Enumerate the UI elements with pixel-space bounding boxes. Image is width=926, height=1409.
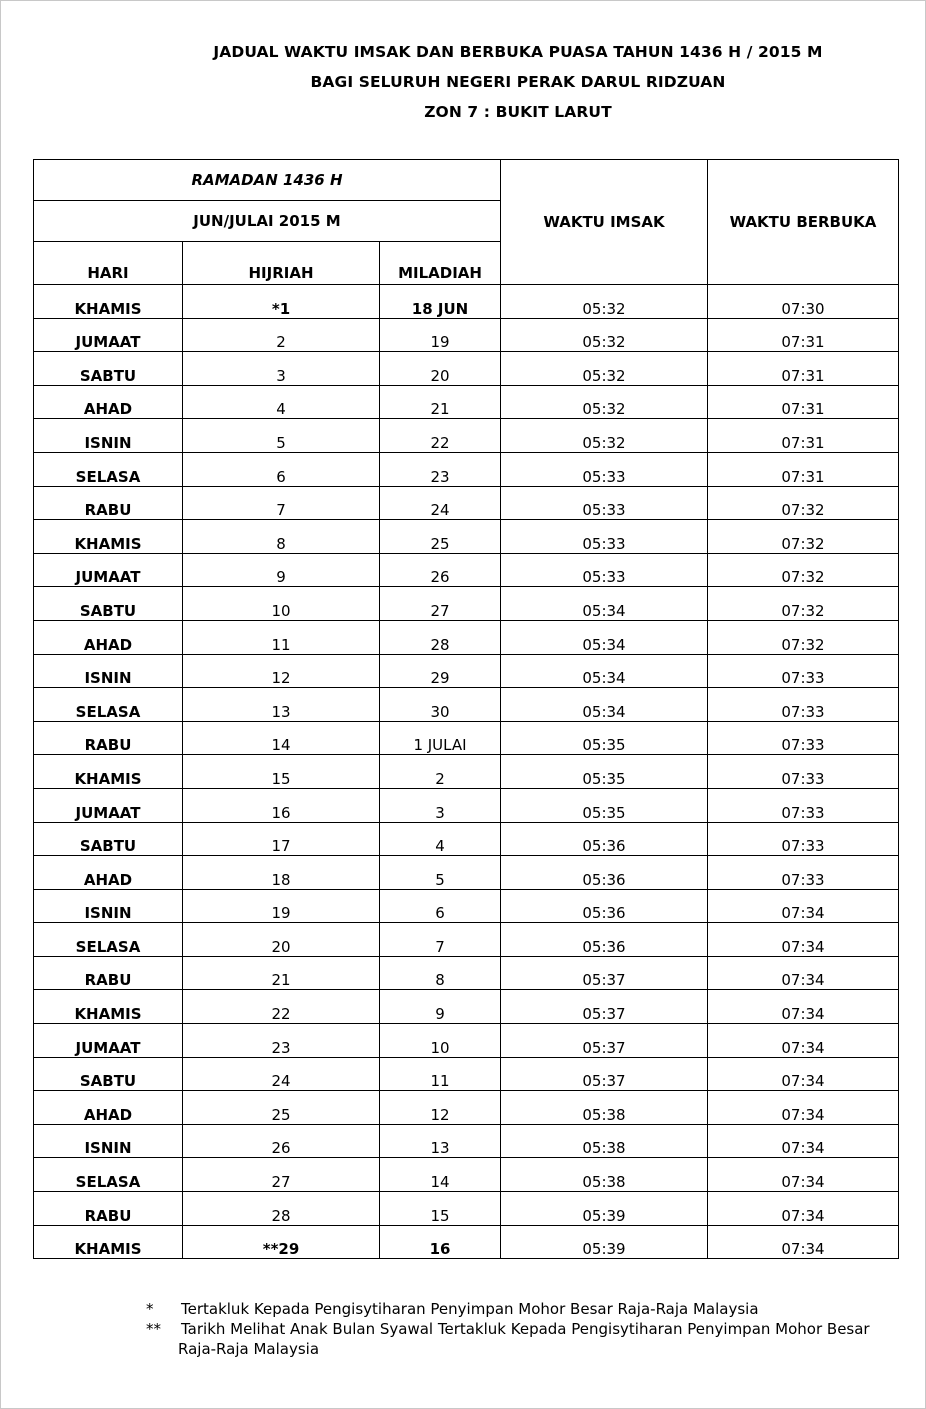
miladiah-cell: 22 bbox=[380, 419, 501, 453]
table-row bbox=[34, 1192, 899, 1226]
miladiah-cell: 5 bbox=[380, 856, 501, 890]
day-cell: KHAMIS bbox=[34, 1225, 183, 1259]
miladiah-cell: 3 bbox=[380, 788, 501, 822]
day-cell: JUMAAT bbox=[34, 788, 183, 822]
day-cell: SELASA bbox=[34, 923, 183, 957]
miladiah-cell: 29 bbox=[380, 654, 501, 688]
table-row bbox=[34, 755, 899, 789]
miladiah-cell: 11 bbox=[380, 1057, 501, 1091]
table-row bbox=[34, 620, 899, 654]
hijriah-cell: 27 bbox=[183, 1158, 380, 1192]
berbuka-cell: 07:33 bbox=[708, 822, 899, 856]
table-row bbox=[34, 1057, 899, 1091]
footnote-2 bbox=[136, 1319, 896, 1339]
miladiah-cell: 4 bbox=[380, 822, 501, 856]
miladiah-cell: 25 bbox=[380, 520, 501, 554]
imsak-cell: 05:32 bbox=[501, 419, 708, 453]
berbuka-cell: 07:33 bbox=[708, 688, 899, 722]
imsak-cell: 05:33 bbox=[501, 553, 708, 587]
table-row bbox=[34, 956, 899, 990]
table-row bbox=[34, 721, 899, 755]
table-row bbox=[34, 856, 899, 890]
table-row bbox=[34, 587, 899, 621]
miladiah-cell: 21 bbox=[380, 385, 501, 419]
table-row bbox=[34, 788, 899, 822]
hijriah-cell: 22 bbox=[183, 990, 380, 1024]
imsak-cell: 05:32 bbox=[501, 385, 708, 419]
miladiah-header: MILADIAH bbox=[380, 242, 501, 285]
hijriah-cell: 28 bbox=[183, 1192, 380, 1226]
table-row bbox=[34, 990, 899, 1024]
day-cell: SELASA bbox=[34, 1158, 183, 1192]
miladiah-cell: 27 bbox=[380, 587, 501, 621]
day-cell: AHAD bbox=[34, 385, 183, 419]
miladiah-cell: 28 bbox=[380, 620, 501, 654]
berbuka-cell: 07:34 bbox=[708, 1225, 899, 1259]
miladiah-cell: 7 bbox=[380, 923, 501, 957]
berbuka-cell: 07:31 bbox=[708, 352, 899, 386]
hijriah-cell: 5 bbox=[183, 419, 380, 453]
hijriah-cell: 10 bbox=[183, 587, 380, 621]
hijriah-cell: 14 bbox=[183, 721, 380, 755]
day-cell: SABTU bbox=[34, 1057, 183, 1091]
berbuka-cell: 07:32 bbox=[708, 553, 899, 587]
table-row bbox=[34, 352, 899, 386]
imsak-cell: 05:36 bbox=[501, 889, 708, 923]
imsak-cell: 05:32 bbox=[501, 352, 708, 386]
day-cell: AHAD bbox=[34, 1091, 183, 1125]
title-line-1: JADUAL WAKTU IMSAK DAN BERBUKA PUASA TAHUN 1436 H / 2015 M bbox=[213, 43, 823, 61]
footnote-1-text: Tertakluk Kepada Pengisytiharan Penyimpan Mohor Besar Raja-Raja Malaysia bbox=[181, 1300, 759, 1318]
table-row bbox=[34, 520, 899, 554]
day-cell: SELASA bbox=[34, 688, 183, 722]
day-cell: RABU bbox=[34, 721, 183, 755]
day-cell: SABTU bbox=[34, 352, 183, 386]
table-row bbox=[34, 385, 899, 419]
table-row bbox=[34, 923, 899, 957]
miladiah-cell: 20 bbox=[380, 352, 501, 386]
day-cell: ISNIN bbox=[34, 654, 183, 688]
imsak-cell: 05:32 bbox=[501, 285, 708, 319]
berbuka-cell: 07:32 bbox=[708, 620, 899, 654]
hijriah-cell: 9 bbox=[183, 553, 380, 587]
table-row bbox=[34, 889, 899, 923]
berbuka-cell: 07:34 bbox=[708, 1057, 899, 1091]
miladiah-cell: 8 bbox=[380, 956, 501, 990]
hijriah-header: HIJRIAH bbox=[183, 242, 380, 285]
imsak-cell: 05:37 bbox=[501, 956, 708, 990]
schedule-table bbox=[33, 159, 899, 1259]
footnote-1-mark: * bbox=[146, 1300, 154, 1318]
table-row bbox=[34, 318, 899, 352]
hijriah-cell: **29 bbox=[183, 1225, 380, 1259]
imsak-cell: 05:36 bbox=[501, 923, 708, 957]
hijriah-cell: 12 bbox=[183, 654, 380, 688]
footnote-2-text: Tarikh Melihat Anak Bulan Syawal Tertakluk Kepada Pengisytiharan Penyimpan Mohor Besar bbox=[181, 1320, 870, 1338]
imsak-cell: 05:38 bbox=[501, 1091, 708, 1125]
berbuka-cell: 07:34 bbox=[708, 1158, 899, 1192]
footnotes bbox=[136, 1299, 896, 1359]
hijriah-cell: 13 bbox=[183, 688, 380, 722]
imsak-header: WAKTU IMSAK bbox=[501, 160, 708, 285]
hijriah-cell: *1 bbox=[183, 285, 380, 319]
miladiah-cell: 13 bbox=[380, 1124, 501, 1158]
day-cell: JUMAAT bbox=[34, 553, 183, 587]
berbuka-cell: 07:32 bbox=[708, 486, 899, 520]
berbuka-cell: 07:32 bbox=[708, 587, 899, 621]
day-cell: RABU bbox=[34, 486, 183, 520]
hijriah-cell: 8 bbox=[183, 520, 380, 554]
day-cell: RABU bbox=[34, 956, 183, 990]
berbuka-cell: 07:33 bbox=[708, 755, 899, 789]
table-row bbox=[34, 822, 899, 856]
imsak-cell: 05:35 bbox=[501, 755, 708, 789]
hijriah-cell: 19 bbox=[183, 889, 380, 923]
miladiah-cell: 14 bbox=[380, 1158, 501, 1192]
day-cell: ISNIN bbox=[34, 889, 183, 923]
berbuka-cell: 07:31 bbox=[708, 318, 899, 352]
berbuka-cell: 07:34 bbox=[708, 1024, 899, 1058]
miladiah-cell: 9 bbox=[380, 990, 501, 1024]
table-row bbox=[34, 419, 899, 453]
table-row bbox=[34, 1124, 899, 1158]
hijriah-cell: 3 bbox=[183, 352, 380, 386]
berbuka-cell: 07:34 bbox=[708, 923, 899, 957]
berbuka-cell: 07:32 bbox=[708, 520, 899, 554]
miladiah-cell: 26 bbox=[380, 553, 501, 587]
imsak-cell: 05:38 bbox=[501, 1158, 708, 1192]
miladiah-cell: 19 bbox=[380, 318, 501, 352]
hijriah-cell: 11 bbox=[183, 620, 380, 654]
berbuka-cell: 07:30 bbox=[708, 285, 899, 319]
hijriah-cell: 4 bbox=[183, 385, 380, 419]
table-row bbox=[34, 553, 899, 587]
ramadan-header: RAMADAN 1436 H bbox=[34, 160, 501, 201]
imsak-cell: 05:34 bbox=[501, 620, 708, 654]
berbuka-cell: 07:34 bbox=[708, 889, 899, 923]
imsak-cell: 05:39 bbox=[501, 1225, 708, 1259]
hijriah-cell: 24 bbox=[183, 1057, 380, 1091]
table-row bbox=[34, 1225, 899, 1259]
hijriah-cell: 7 bbox=[183, 486, 380, 520]
day-cell: SABTU bbox=[34, 822, 183, 856]
table-row bbox=[34, 654, 899, 688]
berbuka-cell: 07:33 bbox=[708, 721, 899, 755]
day-cell: AHAD bbox=[34, 856, 183, 890]
imsak-cell: 05:32 bbox=[501, 318, 708, 352]
imsak-cell: 05:36 bbox=[501, 822, 708, 856]
miladiah-cell: 6 bbox=[380, 889, 501, 923]
month-header: JUN/JULAI 2015 M bbox=[34, 201, 501, 242]
hari-header: HARI bbox=[34, 242, 183, 285]
hijriah-cell: 25 bbox=[183, 1091, 380, 1125]
title-line-3: ZON 7 : BUKIT LARUT bbox=[424, 103, 612, 121]
hijriah-cell: 21 bbox=[183, 956, 380, 990]
imsak-cell: 05:34 bbox=[501, 688, 708, 722]
table-row bbox=[34, 486, 899, 520]
day-cell: JUMAAT bbox=[34, 318, 183, 352]
footnote-1 bbox=[136, 1299, 896, 1319]
imsak-cell: 05:34 bbox=[501, 587, 708, 621]
imsak-cell: 05:35 bbox=[501, 721, 708, 755]
berbuka-cell: 07:31 bbox=[708, 385, 899, 419]
berbuka-cell: 07:34 bbox=[708, 1091, 899, 1125]
miladiah-cell: 12 bbox=[380, 1091, 501, 1125]
hijriah-cell: 18 bbox=[183, 856, 380, 890]
miladiah-cell: 18 JUN bbox=[380, 285, 501, 319]
imsak-cell: 05:37 bbox=[501, 990, 708, 1024]
table-row bbox=[34, 452, 899, 486]
hijriah-cell: 17 bbox=[183, 822, 380, 856]
day-cell: SELASA bbox=[34, 452, 183, 486]
berbuka-cell: 07:34 bbox=[708, 1192, 899, 1226]
hijriah-cell: 20 bbox=[183, 923, 380, 957]
table-row bbox=[34, 1091, 899, 1125]
table-row bbox=[34, 688, 899, 722]
imsak-cell: 05:35 bbox=[501, 788, 708, 822]
berbuka-cell: 07:33 bbox=[708, 788, 899, 822]
day-cell: KHAMIS bbox=[34, 520, 183, 554]
day-cell: RABU bbox=[34, 1192, 183, 1226]
imsak-cell: 05:37 bbox=[501, 1057, 708, 1091]
footnote-2-mark: ** bbox=[146, 1320, 161, 1338]
day-cell: SABTU bbox=[34, 587, 183, 621]
day-cell: KHAMIS bbox=[34, 755, 183, 789]
hijriah-cell: 2 bbox=[183, 318, 380, 352]
imsak-cell: 05:34 bbox=[501, 654, 708, 688]
berbuka-header: WAKTU BERBUKA bbox=[708, 160, 899, 285]
hijriah-cell: 26 bbox=[183, 1124, 380, 1158]
table-row bbox=[34, 1024, 899, 1058]
imsak-cell: 05:33 bbox=[501, 520, 708, 554]
day-cell: JUMAAT bbox=[34, 1024, 183, 1058]
miladiah-cell: 2 bbox=[380, 755, 501, 789]
imsak-cell: 05:37 bbox=[501, 1024, 708, 1058]
miladiah-cell: 23 bbox=[380, 452, 501, 486]
miladiah-cell: 1 JULAI bbox=[380, 721, 501, 755]
miladiah-cell: 16 bbox=[380, 1225, 501, 1259]
day-cell: ISNIN bbox=[34, 419, 183, 453]
berbuka-cell: 07:31 bbox=[708, 452, 899, 486]
day-cell: ISNIN bbox=[34, 1124, 183, 1158]
miladiah-cell: 15 bbox=[380, 1192, 501, 1226]
day-cell: AHAD bbox=[34, 620, 183, 654]
hijriah-cell: 6 bbox=[183, 452, 380, 486]
berbuka-cell: 07:31 bbox=[708, 419, 899, 453]
imsak-cell: 05:33 bbox=[501, 486, 708, 520]
table-row bbox=[34, 1158, 899, 1192]
miladiah-cell: 24 bbox=[380, 486, 501, 520]
table-row bbox=[34, 285, 899, 319]
berbuka-cell: 07:33 bbox=[708, 856, 899, 890]
day-cell: KHAMIS bbox=[34, 285, 183, 319]
footnote-2-continuation: Raja-Raja Malaysia bbox=[178, 1340, 320, 1358]
title-line-2: BAGI SELURUH NEGERI PERAK DARUL RIDZUAN bbox=[310, 73, 726, 91]
hijriah-cell: 16 bbox=[183, 788, 380, 822]
berbuka-cell: 07:34 bbox=[708, 1124, 899, 1158]
imsak-cell: 05:36 bbox=[501, 856, 708, 890]
miladiah-cell: 30 bbox=[380, 688, 501, 722]
hijriah-cell: 15 bbox=[183, 755, 380, 789]
imsak-cell: 05:38 bbox=[501, 1124, 708, 1158]
berbuka-cell: 07:33 bbox=[708, 654, 899, 688]
imsak-cell: 05:33 bbox=[501, 452, 708, 486]
berbuka-cell: 07:34 bbox=[708, 990, 899, 1024]
imsak-cell: 05:39 bbox=[501, 1192, 708, 1226]
document-header bbox=[1, 37, 925, 127]
berbuka-cell: 07:34 bbox=[708, 956, 899, 990]
day-cell: KHAMIS bbox=[34, 990, 183, 1024]
hijriah-cell: 23 bbox=[183, 1024, 380, 1058]
miladiah-cell: 10 bbox=[380, 1024, 501, 1058]
